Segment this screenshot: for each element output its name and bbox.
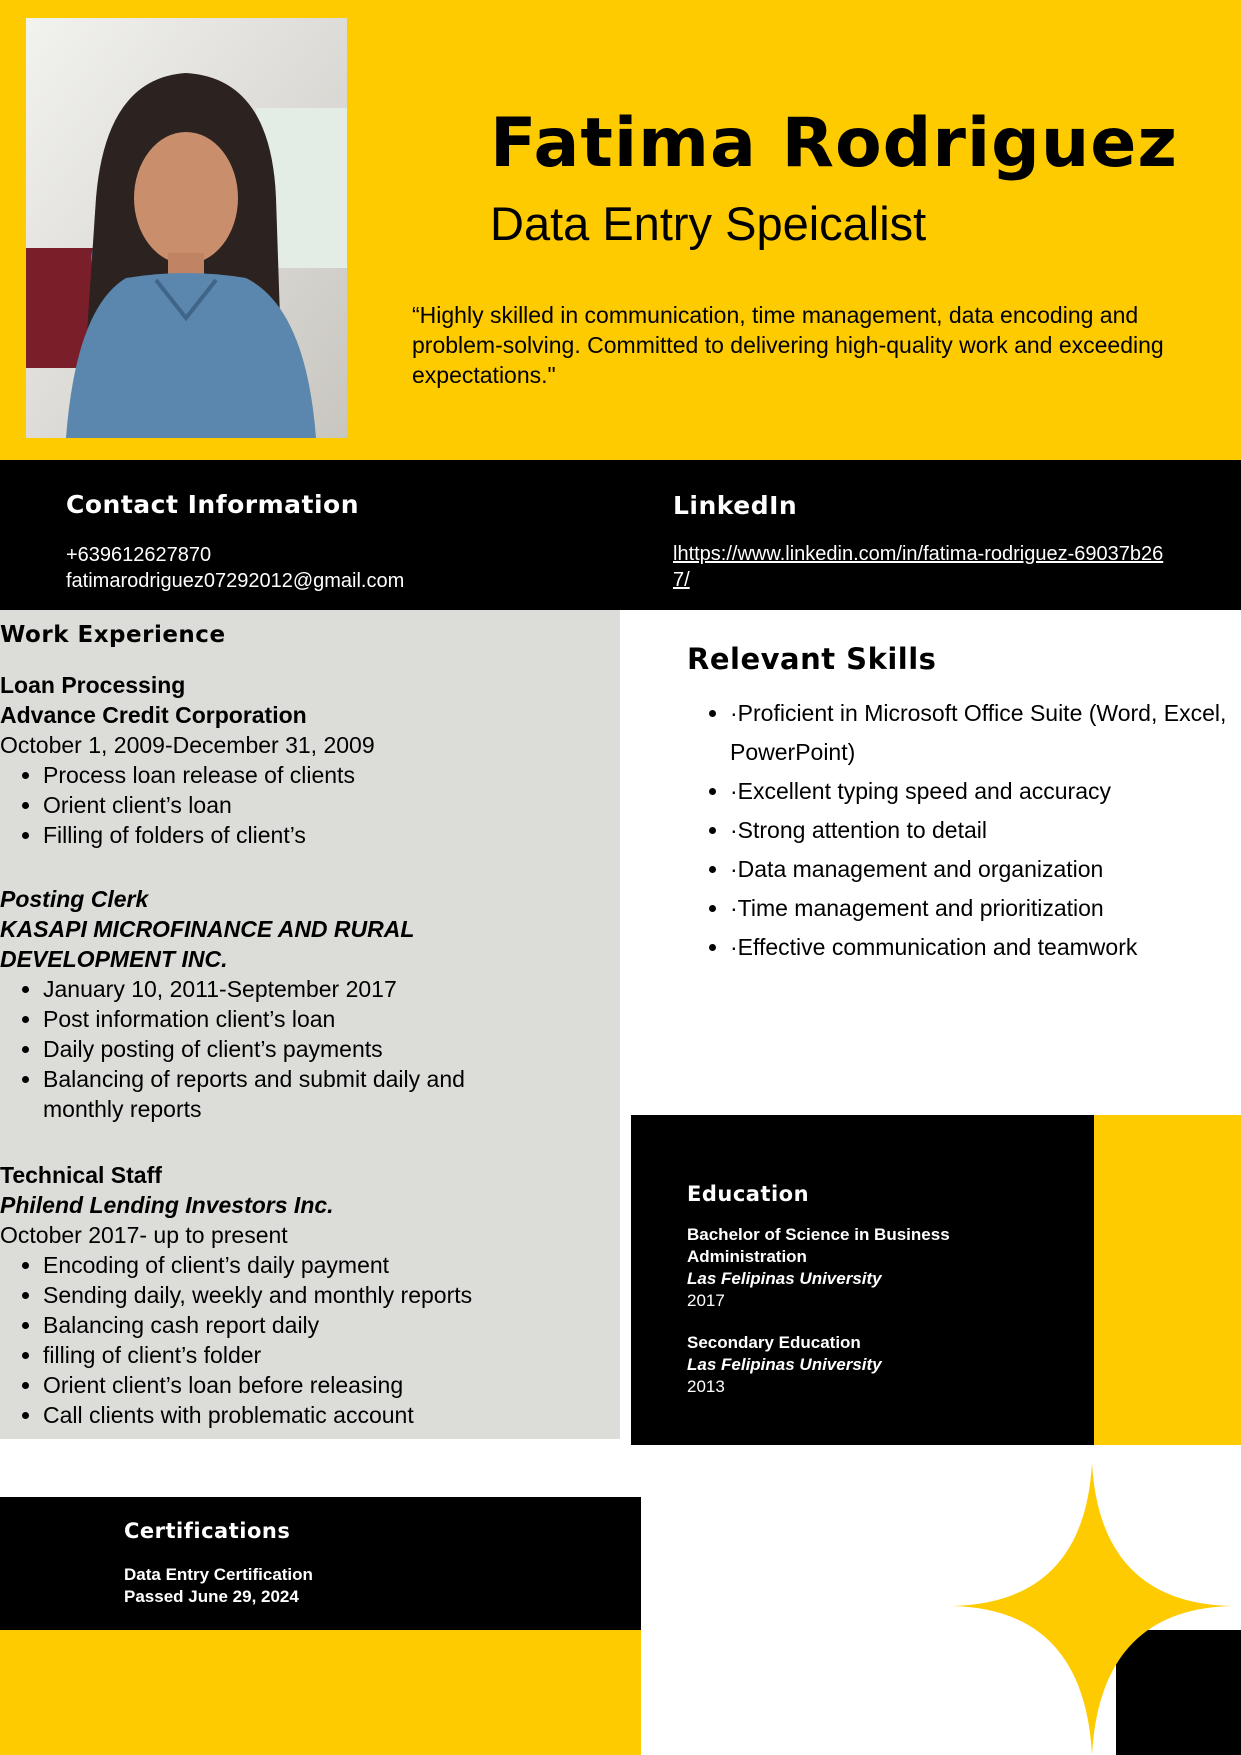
job-dates: October 1, 2009-December 31, 2009 xyxy=(0,732,375,758)
linkedin-heading: LinkedIn xyxy=(673,491,798,520)
list-item: • Daily posting of client’s payments xyxy=(43,1034,600,1064)
list-item: • January 10, 2011-September 2017 xyxy=(43,974,600,1004)
job-entry-posting-clerk xyxy=(0,884,600,1124)
job-entry-loan-processing xyxy=(0,670,600,850)
education-entry xyxy=(687,1332,1067,1398)
job-company: Philend Lending Investors Inc. xyxy=(0,1192,334,1218)
contact-email: fatimarodriguez07292012@gmail.com xyxy=(66,570,405,592)
job-entry-technical-staff xyxy=(0,1160,600,1430)
summary-quote: “Highly skilled in communication, time management, data encoding and problem-solving. Committed to delivering high-quality work and exceeding expectations." xyxy=(412,302,1164,388)
contact-heading: Contact Information xyxy=(66,490,360,519)
list-item: • Filling of folders of client’s xyxy=(43,820,600,850)
education-accent-block xyxy=(1094,1115,1241,1445)
education-school: Las Felipinas University xyxy=(687,1355,882,1374)
education-school: Las Felipinas University xyxy=(687,1269,882,1288)
job-duties xyxy=(0,974,600,1124)
job-role: Posting Clerk xyxy=(0,886,149,912)
education-degree: Secondary Education xyxy=(687,1333,861,1352)
list-item: • Sending daily, weekly and monthly reports xyxy=(43,1280,600,1310)
list-item: • ·Effective communication and teamwork xyxy=(730,928,1241,967)
list-item: • Orient client’s loan xyxy=(43,790,600,820)
education-entry xyxy=(687,1224,1067,1312)
job-role: Loan Processing xyxy=(0,672,186,698)
job-company: KASAPI MICROFINANCE AND RURAL DEVELOPMENT INC. xyxy=(0,916,414,972)
contact-phone: +639612627870 xyxy=(66,544,212,566)
list-item: • ·Strong attention to detail xyxy=(730,811,1241,850)
certifications-heading: Certifications xyxy=(124,1519,291,1543)
profile-photo xyxy=(26,18,347,438)
skills-list xyxy=(687,694,1241,967)
education-year: 2013 xyxy=(687,1377,725,1396)
certifications-accent-block xyxy=(0,1630,641,1755)
list-item: • Process loan release of clients xyxy=(43,760,600,790)
list-item: • Encoding of client’s daily payment xyxy=(43,1250,600,1280)
list-item: • Balancing of reports and submit daily and monthly reports xyxy=(43,1064,523,1124)
list-item: • Orient client’s loan before releasing xyxy=(43,1370,600,1400)
work-experience-heading: Work Experience xyxy=(0,622,226,648)
list-item: • Post information client’s loan xyxy=(43,1004,600,1034)
four-point-star-icon xyxy=(950,1463,1241,1755)
job-role: Technical Staff xyxy=(0,1162,162,1188)
list-item: • ·Data management and organization xyxy=(730,850,1241,889)
education-year: 2017 xyxy=(687,1291,725,1310)
candidate-name: Fatima Rodriguez xyxy=(490,104,1178,183)
job-duties xyxy=(0,1250,600,1430)
job-dates: October 2017- up to present xyxy=(0,1222,288,1248)
education-heading: Education xyxy=(687,1182,810,1206)
education-degree: Bachelor of Science in Business Administration xyxy=(687,1225,950,1266)
list-item: • Call clients with problematic account xyxy=(43,1400,600,1430)
list-item: • Balancing cash report daily xyxy=(43,1310,600,1340)
linkedin-link[interactable]: lhttps://www.linkedin.com/in/fatima-rodriguez-69037b267/ xyxy=(673,543,1164,591)
certifications-panel xyxy=(0,1497,641,1630)
certification-name: Data Entry Certification xyxy=(124,1565,313,1584)
list-item: • ·Time management and prioritization xyxy=(730,889,1241,928)
skills-heading: Relevant Skills xyxy=(687,642,937,676)
list-item: • filling of client’s folder xyxy=(43,1340,600,1370)
certification-date: Passed June 29, 2024 xyxy=(124,1587,299,1606)
job-company: Advance Credit Corporation xyxy=(0,702,307,728)
list-item: • ·Excellent typing speed and accuracy xyxy=(730,772,1241,811)
list-item: • ·Proficient in Microsoft Office Suite (Word, Excel, PowerPoint) xyxy=(730,694,1241,772)
job-title: Data Entry Speicalist xyxy=(490,197,927,250)
job-duties xyxy=(0,760,600,850)
